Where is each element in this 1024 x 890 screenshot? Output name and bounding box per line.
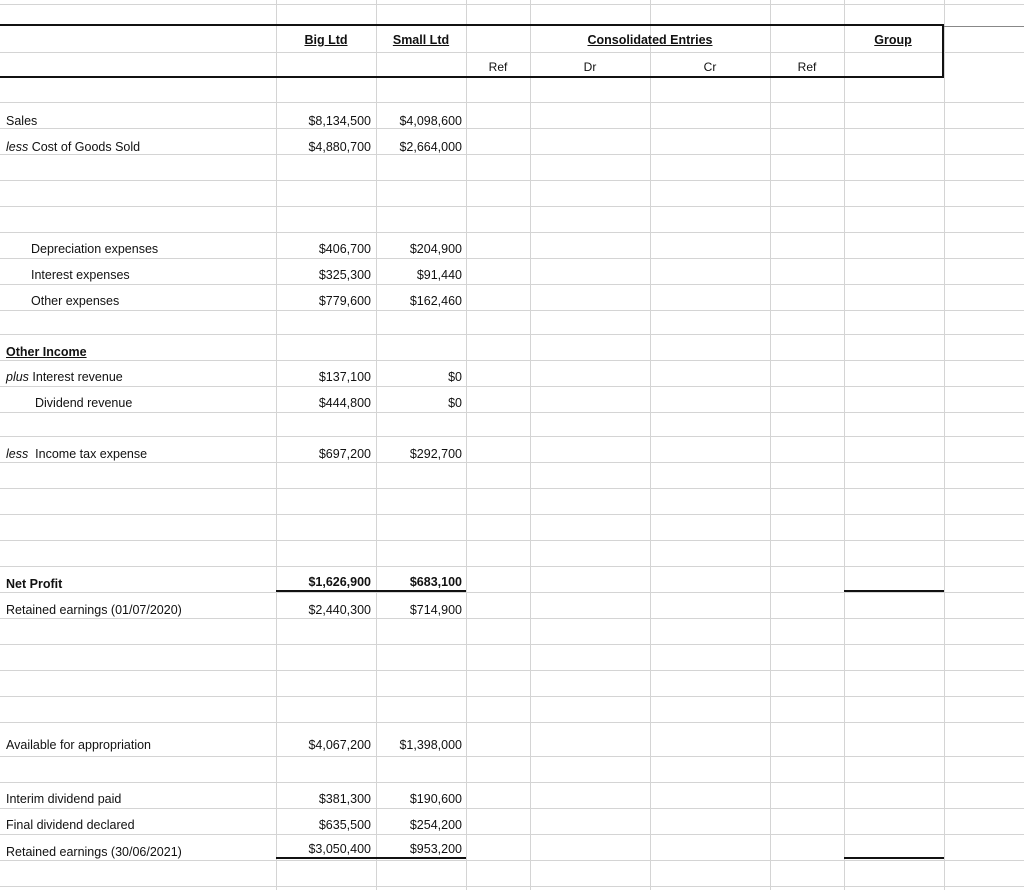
- row-label-net-profit: Net Profit: [6, 577, 63, 591]
- value-big-depreciation: $406,700: [318, 242, 371, 256]
- value-small-interest-expenses: $91,440: [416, 268, 462, 282]
- value-big-interest-revenue: $137,100: [318, 370, 371, 384]
- value-big-retained-earnings-opening: $2,440,300: [308, 603, 371, 617]
- gridline: [0, 102, 1024, 103]
- value-big-interim-dividend: $381,300: [318, 792, 371, 806]
- gridline: [0, 566, 1024, 567]
- gridline: [0, 540, 1024, 541]
- gridline: [0, 860, 1024, 861]
- prefix-less: less: [6, 447, 29, 461]
- gridline: [0, 310, 1024, 311]
- prefix-plus: plus: [6, 370, 29, 384]
- row-label-interest-expenses: Interest expenses: [31, 268, 130, 282]
- gridline: [0, 360, 1024, 361]
- value-small-other-expenses: $162,460: [409, 294, 462, 308]
- gridline: [0, 756, 1024, 757]
- value-small-cogs: $2,664,000: [399, 140, 462, 154]
- gridline: [0, 462, 1024, 463]
- header-group: Group: [874, 33, 912, 47]
- income-tax-label: Income tax expense: [28, 447, 148, 461]
- header-top-border: [0, 24, 944, 26]
- value-small-interest-revenue: $0: [448, 370, 462, 384]
- gridline: [0, 670, 1024, 671]
- gridline: [0, 412, 1024, 413]
- gridline: [0, 436, 1024, 437]
- row-label-other-expenses: Other expenses: [31, 294, 120, 308]
- value-small-retained-earnings-closing: $953,200: [409, 842, 462, 856]
- header-consolidated-entries: Consolidated Entries: [587, 33, 713, 47]
- value-small-income-tax: $292,700: [409, 447, 462, 461]
- retained-earnings-total-line: [276, 857, 466, 859]
- header-bottom-border: [0, 76, 944, 78]
- gridline: [0, 386, 1024, 387]
- gridline: [0, 284, 1024, 285]
- value-small-sales: $4,098,600: [399, 114, 462, 128]
- header-dr: Dr: [583, 60, 597, 74]
- cogs-label: Cost of Goods Sold: [28, 140, 141, 154]
- gridline: [0, 128, 1024, 129]
- gridline: [0, 696, 1024, 697]
- gridline: [0, 808, 1024, 809]
- value-big-income-tax: $697,200: [318, 447, 371, 461]
- group-retained-earnings-line: [844, 857, 944, 859]
- row-label-available-for-appropriation: Available for appropriation: [6, 738, 152, 752]
- row-label-retained-earnings-closing: Retained earnings (30/06/2021): [6, 845, 182, 859]
- value-big-cogs: $4,880,700: [308, 140, 371, 154]
- header-cr: Cr: [703, 60, 717, 74]
- gridline: [0, 886, 1024, 887]
- gridline: [0, 206, 1024, 207]
- value-small-retained-earnings-opening: $714,900: [409, 603, 462, 617]
- row-label-sales: Sales: [6, 114, 38, 128]
- value-big-available-for-appropriation: $4,067,200: [308, 738, 371, 752]
- gridline: [0, 592, 1024, 593]
- gridline: [0, 618, 1024, 619]
- gridline: [0, 180, 1024, 181]
- gridline: [0, 722, 1024, 723]
- value-big-sales: $8,134,500: [308, 114, 371, 128]
- gridline: [0, 52, 1024, 53]
- value-big-interest-expenses: $325,300: [318, 268, 371, 282]
- gridline: [0, 334, 1024, 335]
- gridline: [0, 644, 1024, 645]
- group-net-profit-line: [844, 590, 944, 592]
- header-small-ltd: Small Ltd: [392, 33, 450, 47]
- prefix-less: less: [6, 140, 29, 154]
- value-big-retained-earnings-closing: $3,050,400: [308, 842, 371, 856]
- gridline: [0, 514, 1024, 515]
- gridline: [0, 258, 1024, 259]
- row-label-income-tax: [6, 447, 147, 461]
- header-ref-right: Ref: [797, 60, 817, 74]
- value-small-depreciation: $204,900: [409, 242, 462, 256]
- value-big-net-profit: $1,626,900: [308, 575, 371, 589]
- gridline: [0, 834, 1024, 835]
- value-small-final-dividend: $254,200: [409, 818, 462, 832]
- gridline: [0, 4, 1024, 5]
- row-label-interest-revenue: [6, 370, 123, 384]
- gridline: [0, 488, 1024, 489]
- value-small-available-for-appropriation: $1,398,000: [399, 738, 462, 752]
- gridline: [0, 232, 1024, 233]
- row-label-interim-dividend: Interim dividend paid: [6, 792, 122, 806]
- header-ref-left: Ref: [488, 60, 508, 74]
- header-big-ltd: Big Ltd: [304, 33, 348, 47]
- row-label-retained-earnings-opening: Retained earnings (01/07/2020): [6, 603, 182, 617]
- header-top-border-extension: [944, 26, 1024, 27]
- value-small-dividend-revenue: $0: [448, 396, 462, 410]
- row-label-dividend-revenue: Dividend revenue: [35, 396, 133, 410]
- gridline: [0, 154, 1024, 155]
- value-big-other-expenses: $779,600: [318, 294, 371, 308]
- value-small-interim-dividend: $190,600: [409, 792, 462, 806]
- value-small-net-profit: $683,100: [409, 575, 462, 589]
- interest-revenue-label: Interest revenue: [28, 370, 123, 384]
- header-right-border: [942, 24, 944, 78]
- row-label-cogs: [6, 140, 140, 154]
- value-big-final-dividend: $635,500: [318, 818, 371, 832]
- section-other-income: Other Income: [6, 345, 87, 359]
- row-label-final-dividend: Final dividend declared: [6, 818, 135, 832]
- net-profit-total-line: [276, 590, 466, 592]
- row-label-depreciation: Depreciation expenses: [31, 242, 159, 256]
- gridline: [0, 782, 1024, 783]
- value-big-dividend-revenue: $444,800: [318, 396, 371, 410]
